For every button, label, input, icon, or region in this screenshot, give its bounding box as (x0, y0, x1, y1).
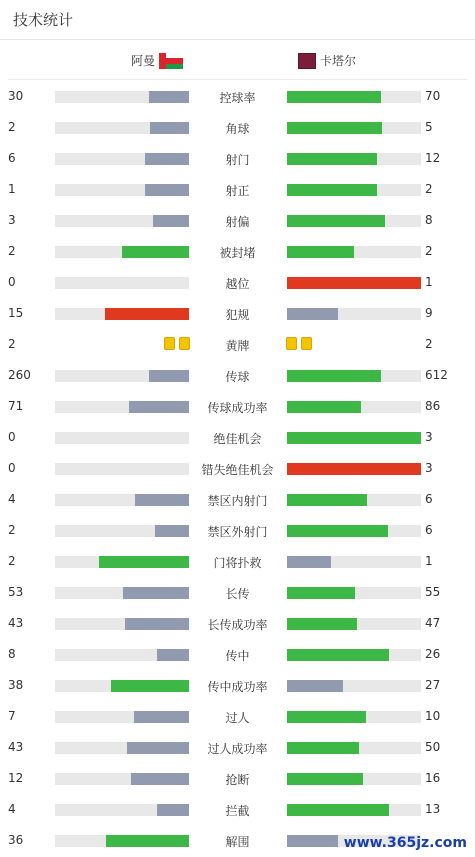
home-bar-fill (153, 215, 189, 227)
away-bar-track (287, 401, 421, 413)
away-bar-track (287, 308, 421, 320)
home-bar-fill (131, 773, 189, 785)
home-bar-track (55, 773, 189, 785)
away-value: 3 (425, 461, 433, 475)
stat-row (0, 608, 475, 639)
away-bar-track (287, 711, 421, 723)
yellow-card-icon (301, 337, 312, 350)
away-bar-fill (287, 494, 367, 506)
home-value: 30 (8, 89, 24, 103)
away-value: 2 (425, 182, 433, 196)
home-value: 8 (8, 647, 16, 661)
away-bar-track (287, 742, 421, 754)
away-value: 2 (425, 244, 433, 258)
away-bar-track (287, 370, 421, 382)
stat-row (0, 515, 475, 546)
away-team[interactable] (298, 52, 356, 69)
away-value: 86 (425, 399, 441, 413)
home-value: 2 (8, 120, 16, 134)
home-bar-track (55, 432, 189, 444)
yellow-card-icon (164, 337, 175, 350)
away-value: 12 (425, 151, 441, 165)
stat-label: 错失绝佳机会 (201, 463, 274, 477)
stat-row (0, 81, 475, 112)
away-yellow-cards (286, 337, 312, 350)
away-bar-track (287, 91, 421, 103)
home-bar-track (55, 122, 189, 134)
home-value: 12 (8, 771, 24, 785)
stat-row (0, 143, 475, 174)
away-bar-track (287, 246, 421, 258)
stat-label: 长传 (225, 587, 250, 601)
away-bar-fill (287, 401, 361, 413)
home-bar-track (55, 835, 189, 847)
stat-row (0, 794, 475, 825)
home-bar-fill (157, 649, 189, 661)
home-value: 6 (8, 151, 16, 165)
stat-label: 绝佳机会 (213, 432, 262, 446)
away-bar-track (287, 587, 421, 599)
home-bar-track (55, 618, 189, 630)
home-bar-fill (99, 556, 189, 568)
home-bar-fill (150, 122, 189, 134)
stat-label: 射偏 (225, 215, 250, 229)
home-bar-track (55, 494, 189, 506)
stats-list (0, 81, 475, 856)
stat-row (0, 732, 475, 763)
home-bar-track (55, 587, 189, 599)
home-bar-fill (155, 525, 189, 537)
home-value: 15 (8, 306, 24, 320)
watermark: www.365jz.com (343, 835, 467, 851)
stat-row (0, 360, 475, 391)
home-value: 7 (8, 709, 16, 723)
away-value: 10 (425, 709, 441, 723)
stat-row (0, 329, 475, 360)
away-bar-fill (287, 649, 389, 661)
home-bar-fill (122, 246, 189, 258)
home-value: 1 (8, 182, 16, 196)
stat-label: 射门 (225, 153, 250, 167)
home-bar-fill (145, 184, 189, 196)
home-bar-fill (145, 153, 189, 165)
stat-label: 禁区外射门 (207, 525, 268, 539)
home-value: 2 (8, 523, 16, 537)
home-bar-fill (149, 91, 189, 103)
away-bar-track (287, 556, 421, 568)
home-yellow-cards (164, 337, 190, 350)
stat-row (0, 763, 475, 794)
away-bar-fill (287, 804, 389, 816)
stat-row (0, 484, 475, 515)
away-team-name: 卡塔尔 (320, 54, 357, 68)
home-value: 2 (8, 337, 16, 351)
stat-row (0, 701, 475, 732)
stat-label: 解围 (225, 835, 250, 849)
away-bar-fill (287, 711, 366, 723)
away-value: 5 (425, 120, 433, 134)
stat-row (0, 422, 475, 453)
away-bar-track (287, 773, 421, 785)
away-bar-fill (287, 680, 343, 692)
home-value: 4 (8, 492, 16, 506)
away-bar-fill (287, 618, 357, 630)
away-bar-fill (287, 370, 381, 382)
home-bar-track (55, 308, 189, 320)
home-team-name: 阿曼 (130, 54, 155, 68)
stat-label: 拦截 (225, 804, 250, 818)
stat-label: 被封堵 (219, 246, 256, 260)
stat-row (0, 205, 475, 236)
away-bar-fill (287, 215, 385, 227)
stat-label: 传球 (225, 370, 250, 384)
away-value: 55 (425, 585, 441, 599)
stat-label: 长传成功率 (207, 618, 268, 632)
home-bar-track (55, 153, 189, 165)
away-bar-track (287, 184, 421, 196)
stat-label: 门将扑救 (213, 556, 262, 570)
yellow-card-icon (286, 337, 297, 350)
away-bar-fill (287, 742, 359, 754)
stat-label: 犯规 (225, 308, 250, 322)
home-bar-track (55, 277, 189, 289)
stats-header (0, 0, 475, 40)
away-bar-fill (287, 835, 338, 847)
home-bar-track (55, 401, 189, 413)
away-bar-fill (287, 277, 421, 289)
home-value: 36 (8, 833, 24, 847)
away-bar-track (287, 463, 421, 475)
stat-label: 抢断 (225, 773, 250, 787)
home-value: 43 (8, 740, 24, 754)
stat-label: 黄牌 (225, 339, 250, 353)
stat-row (0, 577, 475, 608)
home-bar-track (55, 370, 189, 382)
away-value: 1 (425, 275, 433, 289)
away-value: 13 (425, 802, 441, 816)
stat-label: 过人成功率 (207, 742, 268, 756)
stat-label: 传中 (225, 649, 250, 663)
away-value: 6 (425, 492, 433, 506)
away-value: 1 (425, 554, 433, 568)
home-bar-track (55, 711, 189, 723)
away-value: 612 (425, 368, 448, 382)
stat-row (0, 112, 475, 143)
stat-row (0, 453, 475, 484)
away-bar-fill (287, 587, 355, 599)
stat-label: 越位 (225, 277, 250, 291)
away-bar-fill (287, 153, 377, 165)
away-value: 26 (425, 647, 441, 661)
stat-row (0, 391, 475, 422)
teams-row (8, 40, 467, 80)
home-bar-track (55, 463, 189, 475)
away-value: 47 (425, 616, 441, 630)
home-value: 4 (8, 802, 16, 816)
home-bar-fill (106, 835, 189, 847)
home-bar-fill (127, 742, 189, 754)
home-bar-fill (111, 680, 189, 692)
away-value: 9 (425, 306, 433, 320)
away-bar-track (287, 153, 421, 165)
away-bar-fill (287, 91, 381, 103)
away-bar-fill (287, 246, 354, 258)
stat-label: 传球成功率 (207, 401, 268, 415)
home-value: 2 (8, 554, 16, 568)
away-bar-track (287, 804, 421, 816)
away-bar-track (287, 432, 421, 444)
oman-flag-icon (159, 53, 183, 69)
away-value: 16 (425, 771, 441, 785)
home-value: 2 (8, 244, 16, 258)
stat-row (0, 639, 475, 670)
away-bar-track (287, 215, 421, 227)
home-value: 53 (8, 585, 24, 599)
home-bar-track (55, 246, 189, 258)
home-value: 38 (8, 678, 24, 692)
home-bar-track (55, 525, 189, 537)
stat-label: 角球 (225, 122, 250, 136)
away-value: 8 (425, 213, 433, 227)
stat-row (0, 267, 475, 298)
away-bar-track (287, 122, 421, 134)
home-team[interactable] (131, 52, 183, 69)
home-bar-fill (134, 711, 189, 723)
home-bar-fill (105, 308, 189, 320)
stat-label: 传中成功率 (207, 680, 268, 694)
away-bar-track (287, 649, 421, 661)
stat-label: 控球率 (219, 91, 256, 105)
away-value: 27 (425, 678, 441, 692)
away-bar-fill (287, 556, 331, 568)
home-bar-fill (157, 804, 189, 816)
away-bar-fill (287, 463, 421, 475)
away-bar-fill (287, 308, 338, 320)
away-bar-fill (287, 432, 421, 444)
away-bar-track (287, 494, 421, 506)
home-bar-track (55, 649, 189, 661)
stat-row (0, 298, 475, 329)
stat-row (0, 670, 475, 701)
away-value: 3 (425, 430, 433, 444)
stat-row (0, 174, 475, 205)
home-bar-track (55, 184, 189, 196)
away-bar-track (287, 618, 421, 630)
away-bar-fill (287, 773, 363, 785)
home-bar-track (55, 215, 189, 227)
away-bar-fill (287, 184, 377, 196)
home-bar-track (55, 742, 189, 754)
stat-label: 禁区内射门 (207, 494, 268, 508)
away-bar-fill (287, 122, 382, 134)
away-value: 50 (425, 740, 441, 754)
yellow-card-icon (179, 337, 190, 350)
home-bar-fill (125, 618, 189, 630)
home-value: 0 (8, 430, 16, 444)
home-bar-track (55, 556, 189, 568)
home-bar-fill (123, 587, 189, 599)
home-value: 3 (8, 213, 16, 227)
away-bar-track (287, 525, 421, 537)
page-title: 技术统计 (13, 11, 74, 29)
home-value: 0 (8, 461, 16, 475)
away-value: 6 (425, 523, 433, 537)
home-value: 43 (8, 616, 24, 630)
home-bar-fill (129, 401, 189, 413)
away-bar-fill (287, 525, 388, 537)
home-bar-fill (135, 494, 189, 506)
home-value: 71 (8, 399, 24, 413)
home-bar-track (55, 804, 189, 816)
stat-row (0, 236, 475, 267)
away-bar-track (287, 277, 421, 289)
home-value: 260 (8, 368, 31, 382)
away-value: 2 (425, 337, 433, 351)
stat-label: 射正 (225, 184, 250, 198)
stat-label: 过人 (225, 711, 250, 725)
away-value: 70 (425, 89, 441, 103)
home-value: 0 (8, 275, 16, 289)
stat-row (0, 546, 475, 577)
qatar-flag-icon (298, 53, 316, 69)
home-bar-track (55, 91, 189, 103)
home-bar-track (55, 680, 189, 692)
away-bar-track (287, 680, 421, 692)
home-bar-fill (149, 370, 189, 382)
